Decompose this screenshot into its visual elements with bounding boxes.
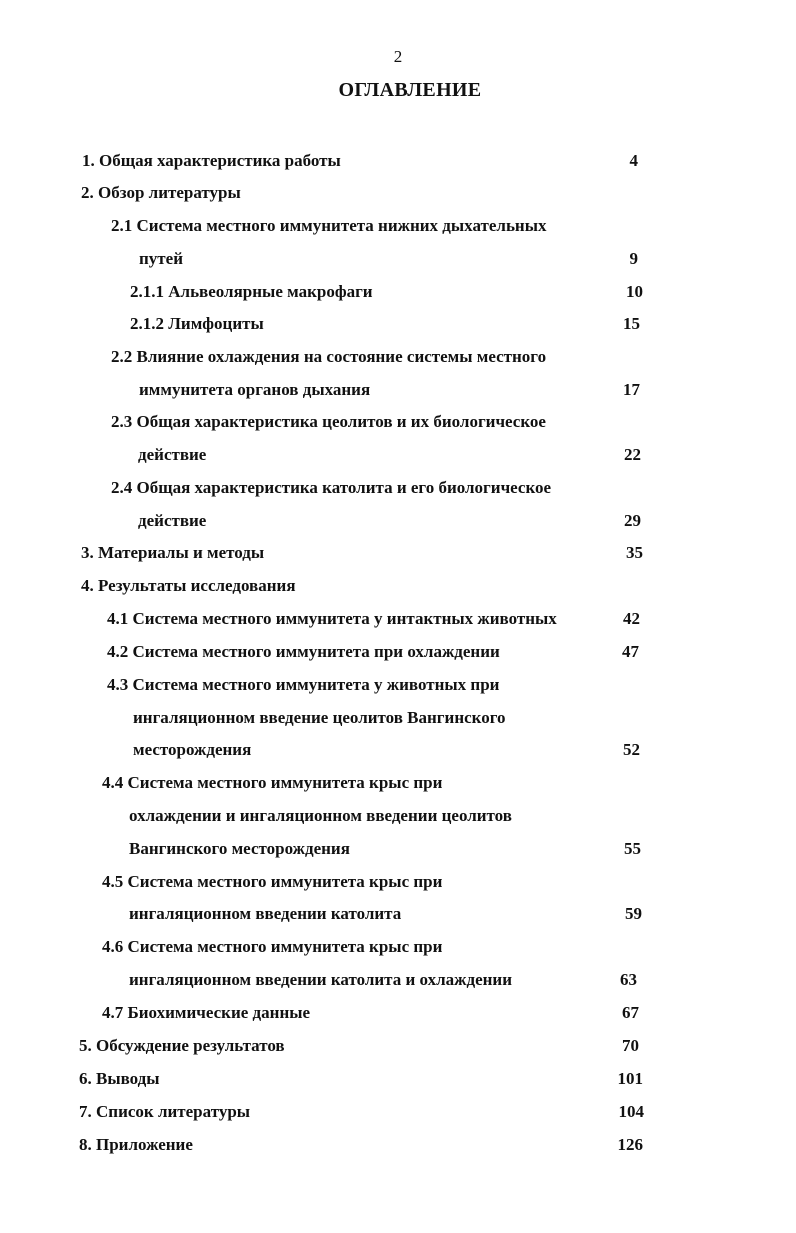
toc-entry-text: 4.1 Система местного иммунитета у интактных животных [107, 609, 557, 628]
toc-entry-text: 2. Обзор литературы [81, 183, 241, 202]
toc-entry-page: 101 [617, 1069, 643, 1088]
toc-entry-text: 4.6 Система местного иммунитета крыс при [102, 937, 443, 956]
toc-entry-text: месторождения [133, 740, 252, 759]
toc-entry-text: 4.5 Система местного иммунитета крыс при [102, 872, 443, 891]
toc-entry-text: ингаляционном введение цеолитов Вангинского [133, 708, 506, 727]
toc-entry-text: 4.7 Биохимические данные [102, 1003, 311, 1022]
toc-entry-page: 47 [622, 642, 639, 661]
toc-entry-page: 52 [623, 740, 640, 759]
toc-entry-text: 6. Выводы [79, 1069, 160, 1088]
toc-entry-text: действие [138, 445, 207, 464]
toc-entry-page: 35 [626, 543, 643, 562]
toc-entry-text: 7. Список литературы [79, 1102, 251, 1121]
toc-entry-page: 42 [623, 609, 640, 628]
page-title: ОГЛАВЛЕНИЕ [338, 79, 482, 101]
toc-entry-page: 9 [629, 249, 638, 268]
toc-entry-text: 4.4 Система местного иммунитета крыс при [102, 773, 443, 792]
toc-entry-text: 5. Обсуждение результатов [79, 1036, 285, 1055]
toc-entry-page: 104 [618, 1102, 644, 1121]
toc-entry-text: иммунитета органов дыхания [139, 380, 371, 399]
toc-entry-text: 4.3 Система местного иммунитета у животных при [107, 675, 500, 694]
toc-entry-page: 29 [624, 511, 641, 530]
toc-entry-text: Вангинского месторождения [129, 839, 350, 858]
toc-entry-text: 4. Результаты исследования [81, 576, 296, 595]
toc-entry-page: 10 [626, 282, 643, 301]
toc-entry-page: 17 [623, 380, 640, 399]
toc-entry-page: 4 [629, 151, 638, 170]
toc-entry-text: 2.3 Общая характеристика цеолитов и их биологическое [111, 412, 546, 431]
toc-entry-page: 67 [622, 1003, 639, 1022]
toc-entry-page: 55 [624, 839, 641, 858]
toc-entry-page: 15 [623, 314, 640, 333]
toc-entry-text: ингаляционном введении католита и охлаждении [129, 970, 512, 989]
toc-entry-text: 2.4 Общая характеристика католита и его биологическое [111, 478, 552, 497]
toc-entry-text: 8. Приложение [79, 1135, 193, 1154]
toc-entry-text: 1. Общая характеристика работы [82, 151, 341, 170]
page-number: 2 [393, 47, 403, 66]
toc-entry-page: 70 [622, 1036, 639, 1055]
toc-entry-text: 2.1 Система местного иммунитета нижних дыхательных [111, 216, 547, 235]
toc-entry-text: 3. Материалы и методы [81, 543, 265, 562]
toc-entry-text: действие [138, 511, 207, 530]
toc-entry-text: 2.1.1 Альвеолярные макрофаги [130, 282, 373, 301]
toc-entry-page: 59 [625, 904, 642, 923]
toc-entry-page: 63 [620, 970, 637, 989]
toc-entry-text: ингаляционном введении католита [129, 904, 402, 923]
toc-entry-text: 2.1.2 Лимфоциты [130, 314, 264, 333]
toc-entry-text: охлаждении и ингаляционном введении цеолитов [129, 806, 512, 825]
toc-entry-text: путей [139, 249, 183, 268]
toc-entry-text: 4.2 Система местного иммунитета при охлаждении [107, 642, 500, 661]
toc-entry-text: 2.2 Влияние охлаждения на состояние системы местного [111, 347, 547, 366]
toc-entry-page: 22 [624, 445, 641, 464]
toc-entry-page: 126 [617, 1135, 643, 1154]
